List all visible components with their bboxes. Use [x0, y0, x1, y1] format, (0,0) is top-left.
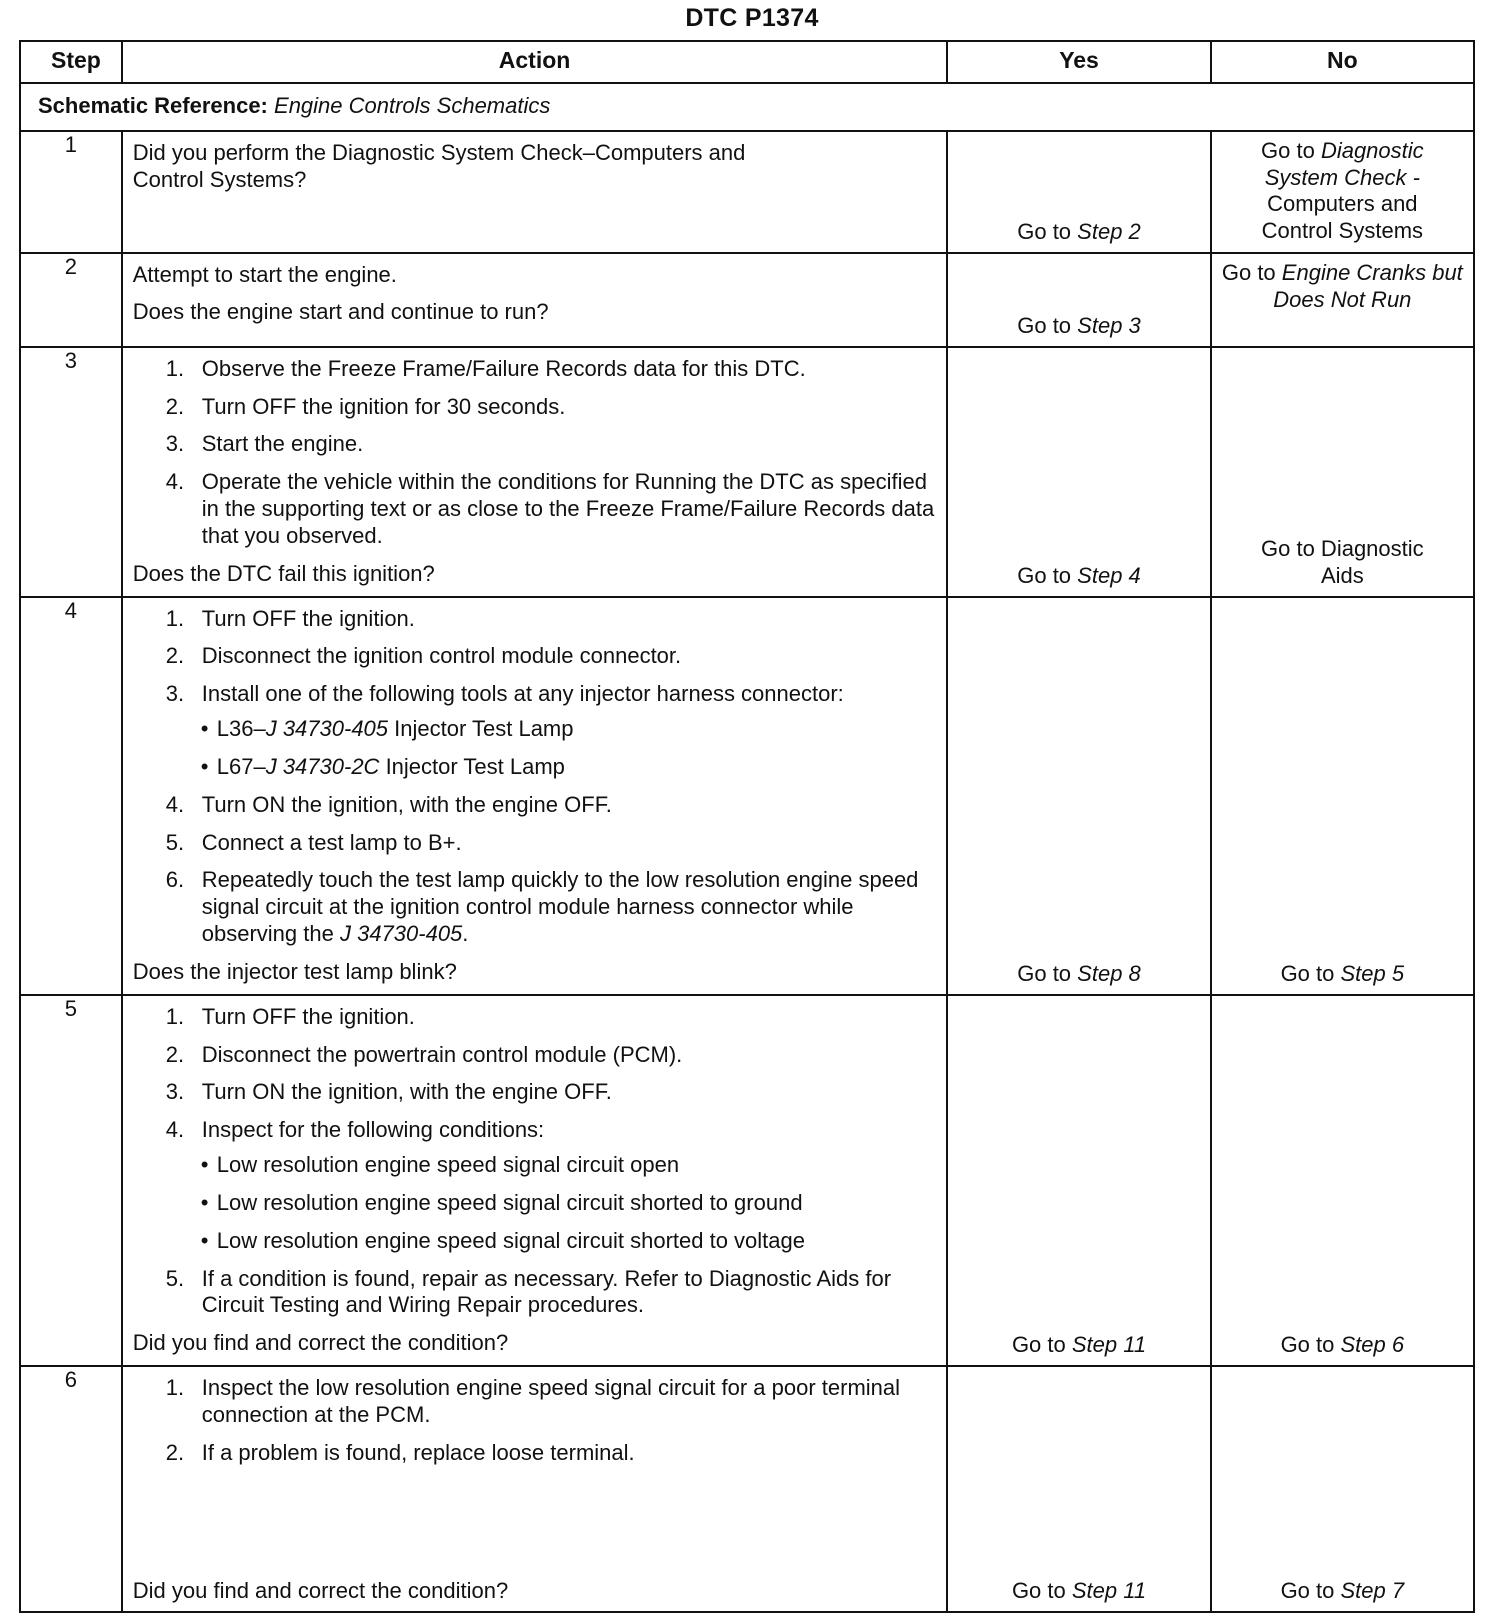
action-question: Did you find and correct the condition?: [132, 1330, 509, 1356]
no-prefix: Go to: [1280, 960, 1335, 986]
no-target: Step 5: [1340, 960, 1405, 986]
yes-target: Step 2: [1077, 219, 1141, 244]
no-target: Engine Cranks but Does Not Run: [1273, 259, 1463, 312]
action-cell: [122, 347, 948, 597]
yes-target: Step 4: [1077, 562, 1141, 588]
no-target: Diagnostic System Check -: [1264, 137, 1424, 190]
yes-target: Step 11: [1071, 1578, 1147, 1604]
table-row: [20, 597, 1474, 995]
no-cell: [1211, 597, 1474, 995]
no-link[interactable]: [1212, 254, 1473, 314]
action-question: Does the DTC fail this ignition?: [132, 560, 435, 586]
header-no: No: [1211, 41, 1474, 83]
header-action: Action: [122, 41, 948, 83]
action-cell: [122, 597, 948, 995]
yes-prefix: Go to: [1017, 219, 1072, 244]
tool-item: • L36–J 34730-405 Injector Test Lamp: [200, 716, 574, 742]
table-header-row: [20, 41, 1474, 83]
action-steps: [133, 606, 937, 948]
yes-link[interactable]: [948, 219, 1209, 246]
list-item: 2. Disconnect the powertrain control module (PCM).: [165, 1041, 683, 1067]
schematic-reference: [20, 83, 1474, 131]
action-cell: [122, 1366, 948, 1612]
yes-prefix: Go to: [1011, 1332, 1066, 1358]
condition-item: • Low resolution engine speed signal circuit shorted to ground: [200, 1189, 803, 1215]
yes-cell: [947, 597, 1210, 995]
list-item: 1. Observe the Freeze Frame/Failure Records data for this DTC.: [165, 355, 806, 381]
no-cell: [1211, 347, 1474, 597]
condition-item: • Low resolution engine speed signal circuit shorted to voltage: [200, 1227, 806, 1253]
list-item: 6. Repeatedly touch the test lamp quickly to the low resolution engine speed signal circuit at the ignition control module harness connector while observing the J 34730-405.: [165, 867, 919, 947]
list-item: 3. Turn ON the ignition, with the engine OFF.: [165, 1079, 612, 1105]
no-prefix: Go to: [1221, 259, 1276, 285]
yes-link[interactable]: [948, 563, 1209, 590]
action-cell: [122, 253, 948, 347]
action-steps: [133, 1375, 937, 1466]
yes-link[interactable]: [948, 961, 1209, 988]
yes-cell: [947, 131, 1210, 253]
no-link[interactable]: [1212, 1578, 1473, 1605]
action-steps: [133, 1004, 937, 1319]
list-item: 2. Disconnect the ignition control module connector.: [165, 643, 682, 669]
action-cell: [122, 131, 948, 253]
no-link[interactable]: [1212, 132, 1473, 245]
step-number: 6: [20, 1366, 122, 1612]
yes-cell: [947, 1366, 1210, 1612]
table-row: [20, 131, 1474, 253]
no-rest: Computers and Control Systems: [1261, 191, 1424, 244]
yes-link[interactable]: [948, 1332, 1209, 1359]
action-text: Did you perform the Diagnostic System Check–Computers and Control Systems?: [132, 139, 746, 192]
tool-item: • L67–J 34730-2C Injector Test Lamp: [200, 753, 565, 779]
list-item: 4. Inspect for the following conditions: • Low resolution engine speed signal circuit open • Low resolution engine speed signal circuit shorted to ground • Low resolution engine speed signal circuit shorted to voltage: [167, 1117, 937, 1254]
header-step: Step: [20, 41, 122, 83]
yes-cell: [947, 995, 1210, 1366]
no-prefix: Go to: [1261, 137, 1315, 163]
no-link[interactable]: Go to Diagnostic Aids: [1261, 535, 1424, 588]
step-number: 1: [20, 131, 122, 253]
no-link[interactable]: [1212, 1332, 1473, 1359]
no-cell: [1211, 1366, 1474, 1612]
action-question: Did you find and correct the condition?: [132, 1578, 509, 1604]
step-number: 4: [20, 597, 122, 995]
action-line: Attempt to start the engine.: [132, 261, 397, 287]
action-steps: [133, 356, 937, 550]
no-cell: [1211, 253, 1474, 347]
list-item: 3. Start the engine.: [165, 431, 364, 457]
yes-link[interactable]: [948, 1578, 1209, 1605]
condition-list: [167, 1152, 937, 1254]
header-yes: Yes: [947, 41, 1210, 83]
list-item: 5. Connect a test lamp to B+.: [165, 829, 462, 855]
list-item: 3. Install one of the following tools at any injector harness connector: • L36–J 34730-405 Injector Test Lamp • L67–J 34730-2C Injector Test Lamp: [167, 681, 937, 780]
yes-cell: [947, 347, 1210, 597]
list-item: 1. Turn OFF the ignition.: [165, 1003, 415, 1029]
yes-prefix: Go to: [1017, 562, 1072, 588]
yes-target: Step 11: [1071, 1332, 1147, 1358]
no-cell: [1211, 131, 1474, 253]
list-item: 1. Inspect the low resolution engine speed signal circuit for a poor terminal connection at the PCM.: [165, 1375, 901, 1427]
table-row: [20, 253, 1474, 347]
diagnostic-table: [19, 40, 1475, 1613]
no-target: Step 6: [1340, 1332, 1405, 1358]
table-row: [20, 995, 1474, 1366]
list-item: 4. Turn ON the ignition, with the engine OFF.: [165, 791, 612, 817]
action-question: Does the injector test lamp blink?: [132, 958, 457, 984]
yes-link[interactable]: [948, 313, 1209, 340]
step-number: 3: [20, 347, 122, 597]
table-row: [20, 347, 1474, 597]
step-number: 5: [20, 995, 122, 1366]
no-target: Step 7: [1340, 1578, 1405, 1604]
tool-list: [167, 716, 937, 781]
list-item: 2. Turn OFF the ignition for 30 seconds.: [165, 393, 566, 419]
condition-item: • Low resolution engine speed signal circuit open: [200, 1152, 680, 1178]
no-prefix: Go to: [1280, 1578, 1335, 1604]
list-item: 4. Operate the vehicle within the conditions for Running the DTC as specified in the supporting text or as close to the Freeze Frame/Failure Records data that you observed.: [165, 469, 935, 548]
yes-prefix: Go to: [1017, 960, 1072, 986]
table-row: [20, 1366, 1474, 1612]
schematic-row: [20, 83, 1474, 131]
yes-target: Step 3: [1077, 313, 1141, 338]
page-title: DTC P1374: [685, 4, 819, 32]
yes-target: Step 8: [1077, 960, 1141, 986]
schematic-value: Engine Controls Schematics: [274, 93, 551, 118]
action-question: Does the engine start and continue to run?: [132, 298, 549, 324]
list-item: 2. If a problem is found, replace loose terminal.: [165, 1439, 635, 1465]
yes-cell: [947, 253, 1210, 347]
yes-prefix: Go to: [1011, 1578, 1066, 1604]
action-cell: [122, 995, 948, 1366]
schematic-label: Schematic Reference:: [38, 93, 268, 118]
list-item: 5. If a condition is found, repair as necessary. Refer to Diagnostic Aids for Circuit Testing and Wiring Repair procedures.: [165, 1265, 892, 1318]
no-link[interactable]: [1212, 961, 1473, 988]
list-item: 1. Turn OFF the ignition.: [165, 605, 415, 631]
step-number: 2: [20, 253, 122, 347]
no-prefix: Go to: [1280, 1332, 1335, 1358]
no-cell: [1211, 995, 1474, 1366]
yes-prefix: Go to: [1017, 313, 1072, 338]
